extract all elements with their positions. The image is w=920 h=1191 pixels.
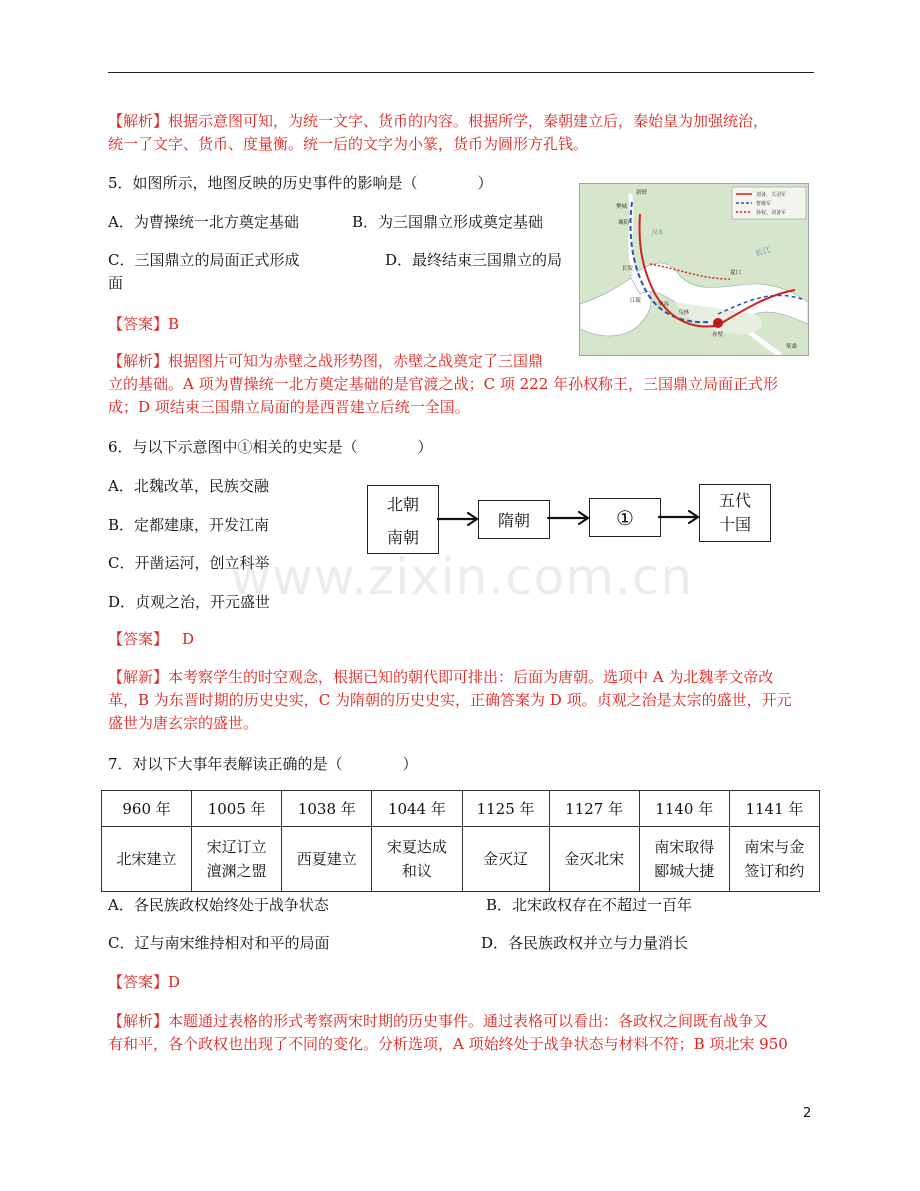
map-place-jiangling: 江陵 [630,298,642,304]
map-place-changban: 长坂 [622,266,634,272]
watermark: www.zixin.com.cn [230,548,694,606]
diagram-five-dynasties-line1: 五代 [718,491,751,510]
q6-option-c: C．开凿运河，创立科举 [108,554,270,572]
map-place-wulin: 乌林 [678,310,690,316]
red-cliffs-map [579,183,809,356]
q5-answer: 【答案】B [108,315,180,333]
map-place-chibi: 赤壁 [712,332,724,338]
q6-option-d: D．贞观之治，开元盛世 [108,593,271,611]
q6-analysis-line2: 革，B 为东晋时期的历史史实，C 为隋朝的历史史实，正确答案为 D 项。贞观之治是太宗的盛世，开元 [108,691,792,709]
map-place-xiakou: 夏口 [730,270,742,276]
event-cell: 南宋与金 签订和约 [729,827,819,892]
year-cell: 1125 年 [462,791,549,827]
q6-option-b: B．定都建康，开发江南 [108,516,270,534]
q5-option-b: B．为三国鼎立形成奠定基础 [352,213,544,231]
q5-stem: 5．如图所示，地图反映的历史事件的影响是（ ） [108,174,493,192]
q6-stem: 6．与以下示意图中①相关的史实是（ ） [108,438,433,456]
q7-analysis-line1: 【解析】本题通过表格的形式考察两宋时期的历史事件。通过表格可以看出：各政权之间既有战争又 [108,1012,769,1030]
q6-answer: 【答案】 D [108,630,195,648]
q6-analysis-line3: 盛世为唐玄宗的盛世。 [108,714,259,732]
q5-option-a: A．为曹操统一北方奠定基础 [108,213,299,231]
diagram-arrows [437,505,702,531]
event-cell: 北宋建立 [102,827,192,892]
header-rule [108,72,814,73]
q7-option-d: D．各民族政权并立与力量消长 [481,934,689,952]
diagram-five-dynasties [699,484,771,542]
page-number: 2 [803,1106,812,1121]
q5-analysis-line2: 立的基础。A 项为曹操统一北方奠定基础的是官渡之战；C 项 222 年孙权称王，三国鼎立局面正式形 [108,375,779,393]
year-cell: 1127 年 [549,791,639,827]
year-cell: 1044 年 [372,791,462,827]
map-place-fancheng: 樊城 [616,204,628,210]
map-place-xiangyang: 襄阳 [618,220,630,226]
events-table-events-row [102,827,820,892]
map-place-huarong: 华容 [658,302,670,308]
diagram-sui-dynasty: 隋朝 [478,500,550,539]
q7-option-c: C．辽与南宋维持相对和平的局面 [108,934,330,952]
diagram-five-dynasties-line2: 十国 [718,515,751,534]
q5-option-d: D．最终结束三国鼎立的局 [385,251,563,269]
event-cell: 金灭辽 [462,827,549,892]
year-cell: 1141 年 [729,791,819,827]
year-cell: 1140 年 [639,791,729,827]
map-place-xinye: 新野 [636,190,648,196]
q7-answer: 【答案】D [108,973,181,991]
map-legend-3: 孙权、刘备军 [756,210,787,216]
q5-analysis-line3: 成；D 项结束三国鼎立局面的是西晋建立后统一全国。 [108,398,470,416]
map-legend-2: 曹操军 [756,201,772,207]
map-place-chaisang: 柴桑 [786,344,798,350]
events-table [101,790,820,892]
map-place-changjiang: 长江 [754,245,772,258]
q6-option-a: A．北魏改革，民族交融 [108,477,269,495]
map-drawing [580,184,808,355]
map-place-hanshui: 汉水 [652,230,664,236]
q7-stem: 7．对以下大事年表解读正确的是（ ） [108,755,418,773]
q5-option-c: C．三国鼎立的局面正式形成 [108,251,300,269]
q4-analysis-line2: 统一了文字、货币、度量衡。统一后的文字为小篆，货币为圆形方孔钱。 [108,135,589,153]
map-legend-1: 刘备、关羽军 [756,192,787,198]
event-cell: 南宋取得 郾城大捷 [639,827,729,892]
year-cell: 960 年 [102,791,192,827]
event-cell: 宋辽订立 澶渊之盟 [192,827,282,892]
year-cell: 1005 年 [192,791,282,827]
q6-analysis-line1: 【解新】本考察学生的时空观念，根据已知的朝代即可排出：后面为唐朝。选项中 A 为北魏孝文帝改 [108,668,774,686]
events-table-years-row [102,791,820,827]
q7-analysis-line2: 有和平，各个政权也出现了不同的变化。分析选项，A 项始终处于战争状态与材料不符；B 项北宋 950 [108,1035,788,1053]
q7-option-b: B．北宋政权存在不超过一百年 [486,896,693,914]
year-cell: 1038 年 [282,791,372,827]
q5-analysis-line1: 【解析】根据图片可知为赤壁之战形势图，赤壁之战奠定了三国鼎 [108,352,544,370]
diagram-blank-circle: ① [589,498,661,537]
q4-analysis-line1: 【解析】根据示意图可知，为统一文字、货币的内容。根据所学，秦朝建立后，秦始皇为加强统治， [108,112,769,130]
q5-option-d-cont: 面 [108,274,124,292]
event-cell: 西夏建立 [282,827,372,892]
event-cell: 宋夏达成 和议 [372,827,462,892]
diagram-south-dynasty: 南朝 [367,519,439,554]
diagram-north-dynasty: 北朝 [367,485,439,521]
q7-option-a: A．各民族政权始终处于战争状态 [108,896,329,914]
event-cell: 金灭北宋 [549,827,639,892]
